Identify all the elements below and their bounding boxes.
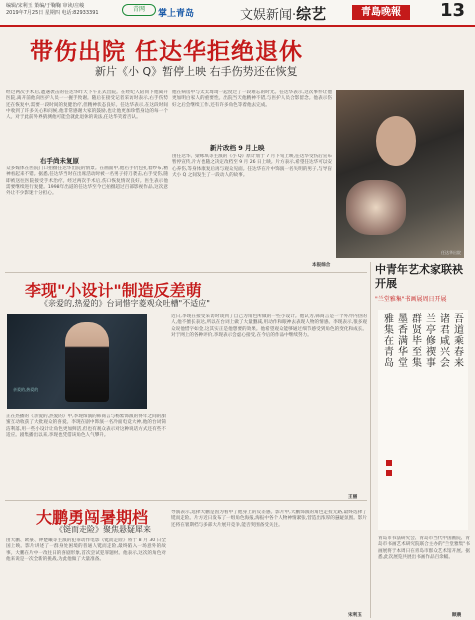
calligraphy-column: 吾道乘春来 — [454, 314, 464, 369]
app-logo: 掌上青岛 — [158, 9, 195, 19]
column-divider — [370, 262, 371, 618]
article2-text-col2: 近日,李现在接受采访时谈到了自己为角色所做的一些小设计。他认为,韩商言是一个外冷内热的人,他不擅长表达,所以在台词上做了大量删减,用动作和眼神去表现人物的情感。李现表示,很多观众说他惜字如金,这其实正是他想要的效果。他希望观众能够通过细节感受到角色的变化和成长。对于网上的各种评价,李现表示会虚心接受,在今后的作品中继续努力。 — [171, 314, 367, 338]
article2-photo — [7, 314, 147, 409]
calligraphy-column: 诸君咸兴会 — [440, 314, 450, 369]
calligraphy-column: 兰亭修禊事 — [426, 314, 436, 369]
article1-author: 本报综合 — [312, 263, 331, 268]
article3-subheadline: 《铤而走险》聚焦悬疑犀来 — [55, 525, 151, 534]
photo-person — [65, 322, 109, 402]
article3-text-col1: 由大鹏、欧豪、钟楚曦等主演的犯罪动作电影《铤而走险》将于 8 月 30 日全国上映。影片讲述了一群身处困境的普通人铤而走险,最终陷入一场意外的故事。大鹏在片中一改往日的喜剧形象,首次尝试犯罪题材。他表示,这次的角色对他来说是一次全新的挑战,为此他做了大量准备。 — [6, 538, 166, 562]
calligraphy-column: 群贤毕至集 — [412, 314, 422, 369]
article2-subheadline: 《亲爱的,热爱的》台词惜字菱观众吐槽"不适应" — [40, 299, 210, 308]
calligraphy-artwork — [378, 310, 468, 530]
article4-subheadline: "兰堂雅集"书画展周日开展 — [375, 296, 447, 303]
article1-text-col1a: 经过两次手术后,遭遇袭击的任达华昨天下午正式出院。在经纪人陪同下他离开医院,离开前他向医护人员一一握手致谢。随后在接受记者采访时表示,右手伤势还在恢复中,需要一段时间的复健治疗,但精神状态良好。任达华表示,在这段时间中收到了许多关心和问候,他非常感谢大家的鼓励,也让他更加珍惜身边的每一个人。对于此前外界猜测他可能会就此退休的说法,任达华笑着否认。 — [6, 90, 168, 121]
section-prefix: 文娱新闻· — [240, 8, 297, 23]
article2-headline: 李现"小设计"制造反差萌 — [25, 281, 202, 300]
article1-photo — [336, 90, 464, 258]
article4-headline: 中青年艺术家联袂开展 — [375, 263, 463, 290]
photo-label: 亲爱的,热爱的 — [13, 387, 39, 392]
article1-text-col2a: 他在病房中与太太琦琦一起度过了一段难忘的时光。任达华表示,这次事件让他更加明白家人的重要性。出院当天他精神不错,与医护人员合影留念。他表示伤好之后会继续工作,还有许多角色等着他去完成。 — [172, 90, 332, 108]
article3-text-col2: 导演表示,选择大鹏是因为看中了他身上的反差感。影片中,大鹏饰演的角色走投无路,最终选择了铤而走险。片方近日发布了一组角色海报,海报中各个人物神情紧张,营造出浓厚的悬疑氛围。影片还将在暑期档与多部大片展开竞争,能否突围备受关注。 — [171, 510, 367, 528]
divider — [5, 272, 367, 273]
masthead-meta-line: 编辑/宋利玉 策编/于鞠鞠 审读/庄峻 — [6, 3, 85, 9]
photo-caption: 任达华出院 — [441, 250, 461, 255]
article1-box2-heading: 新片改档 9 月上映 — [210, 144, 265, 152]
article1-headline: 带伤出院 任达华拒绝退休 — [30, 39, 304, 65]
article1-box-heading: 右手尚未复原 — [40, 157, 79, 165]
article2-author: 王丽 — [348, 495, 358, 500]
article4-text: 青岛市书法研究会、青岛市当代中国画院、青岛市书画艺术研究院联合主办的"兰堂雅集"书画展将于本周日在青岛市群众艺术馆开展。据悉,此次展览共展出书画作品百余幅。 — [378, 536, 470, 560]
masthead-meta-line: 2019年7月25日 星期四 电话:82933391 — [6, 10, 99, 16]
article1-text-col2b: 由任达华、梁咏琪等主演的《小 Q》原计划于 7 月下旬上映,任达华受伤后宣布暂停宣传,片方也随之决定改档至 9 月 26 日上映。片方表示,希望任达华可以安心养伤,等身体康复后再与观众见面。任达华在片中饰演一名失明的男子,与导盲犬小 Q 之间发生了一段动人的故事。 — [172, 154, 332, 178]
masthead-meta — [6, 3, 126, 17]
article1-subheadline: 新片《小 Q》暂停上映 右手伤势还在恢复 — [95, 65, 298, 78]
article2-text-col1: 正在热播的《亲爱的,热爱的》中,李现饰演的韩商言与杨紫饰演的佟年之间的甜蜜互动收获了大批观众的喜爱。李现在剧中饰演一名冷面电竞大神,他的台词简洁利落,用一些小设计让角色更加鲜活,但也有观众表示对这种说话方式还有些不适应。剧集播出以来,李现也凭借该角色人气攀升。 — [6, 414, 166, 438]
page-number: 13 — [440, 0, 466, 21]
photo-flowers — [346, 180, 406, 235]
newspaper-brand: 青島晚報 — [352, 5, 410, 20]
article1-text-col1b: 众多媒体在医院门口拍摄任达华出院的情景。在画面中,他右手仍包扎着纱布,精神看起来不错。据悉,任达华当时在出席活动时被一名男子持刀袭击,右手受伤,随即被送往医院接受手术治疗。经过两次手术后,伤口恢复情况良好。医生表示他需要继续进行复健。1998年出道的任达华至今已拍摄超过百部影视作品,这次意外让不少影迷十分担心。 — [6, 166, 168, 197]
divider — [5, 500, 367, 501]
article3-author: 宋利玉 — [348, 613, 362, 618]
calligraphy-column: 墨香满华堂 — [398, 314, 408, 369]
article3-headline: 大鹏勇闯暑期档 — [36, 508, 149, 527]
calligraphy-column: 雅集在青岛 — [384, 314, 394, 369]
photo-face — [376, 116, 416, 166]
red-seal — [386, 460, 392, 466]
section-title — [240, 3, 326, 24]
page-header — [0, 0, 475, 27]
article4-author: 顾晨 — [452, 613, 462, 618]
qingwang-logo: 青网 — [122, 4, 156, 16]
section-name: 综艺 — [296, 5, 327, 23]
red-seal — [386, 470, 392, 476]
